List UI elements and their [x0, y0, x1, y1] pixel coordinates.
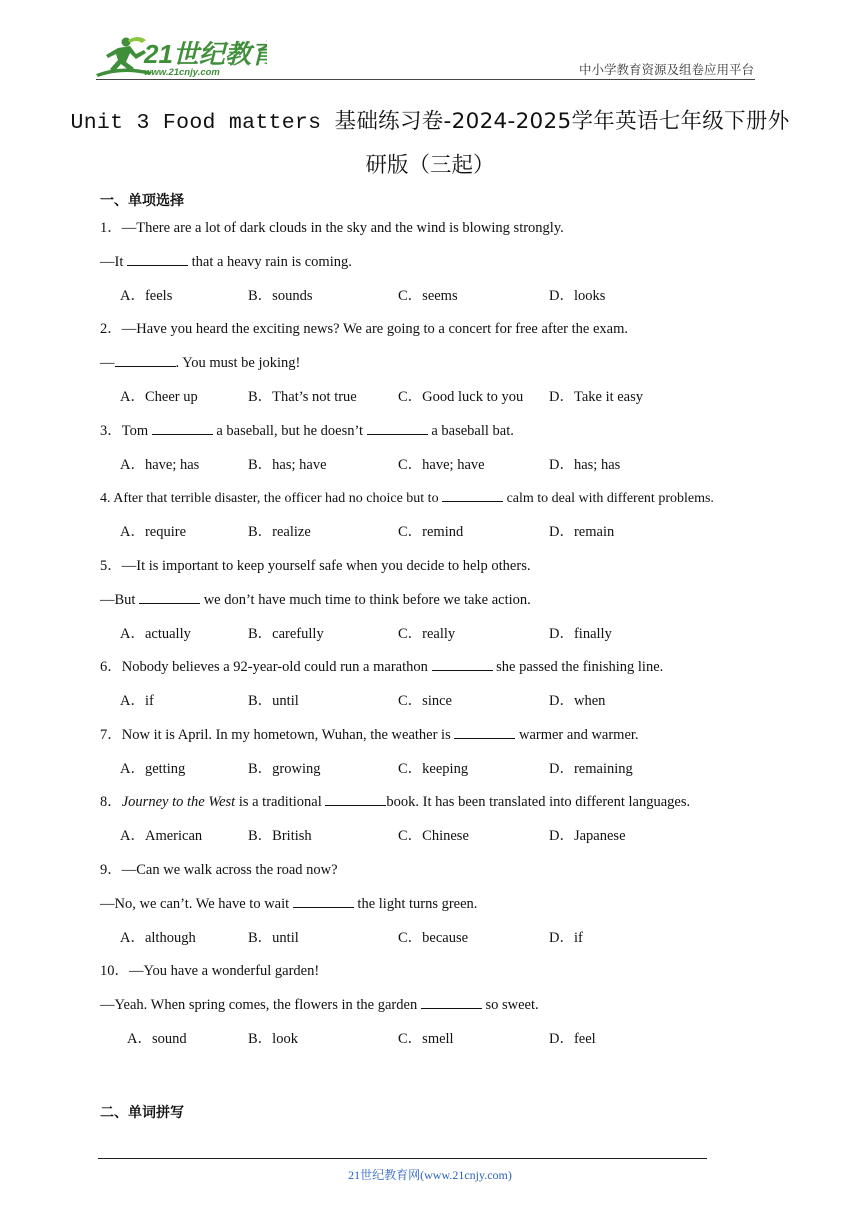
- q3-blank-1[interactable]: [152, 422, 213, 435]
- q7-stem-a: Now it is April. In my hometown, Wuhan, the weather is: [121, 727, 455, 743]
- q5-stem-text: —It is important to keep yourself safe when you decide to help others.: [121, 558, 531, 574]
- q10-stem: [100, 962, 319, 980]
- q1-option-c[interactable]: C．seems: [398, 288, 458, 304]
- q2-option-d[interactable]: D．Take it easy: [549, 389, 644, 405]
- q9-blank[interactable]: [293, 895, 354, 908]
- q1-option-a[interactable]: A．feels: [120, 288, 173, 304]
- footer-divider: [98, 1158, 707, 1159]
- q9-option-d[interactable]: D．if: [549, 930, 583, 946]
- q6-stem-a: Nobody believes a 92-year-old could run a marathon: [121, 659, 432, 675]
- q7-number: 7．: [100, 727, 122, 743]
- q4-option-a[interactable]: A．require: [120, 524, 187, 540]
- q4-option-b[interactable]: B．realize: [248, 524, 311, 540]
- q4-stem-a: After that terrible disaster, the officer had no choice but to: [110, 491, 443, 506]
- q5-blank[interactable]: [139, 591, 200, 604]
- q2-blank[interactable]: [115, 354, 176, 367]
- q4-option-d[interactable]: D．remain: [549, 524, 615, 540]
- platform-name: 中小学教育资源及组卷应用平台: [578, 62, 754, 77]
- q9-number: 9．: [100, 862, 122, 878]
- q2-stem-text: —Have you heard the exciting news? We are going to a concert for free after the exam.: [121, 321, 628, 337]
- q10-blank[interactable]: [421, 996, 482, 1009]
- q4-blank[interactable]: [442, 489, 503, 502]
- q3-stem: [100, 422, 514, 440]
- q7-stem-b: warmer and warmer.: [515, 727, 639, 743]
- q6-option-a[interactable]: A．if: [120, 693, 154, 709]
- q7-stem: [100, 726, 639, 744]
- q2-stem: [100, 320, 628, 338]
- q8-stem-b: book. It has been translated into different languages.: [386, 794, 691, 810]
- q8-option-d[interactable]: D．Japanese: [549, 828, 626, 844]
- q10-option-a[interactable]: A．sound: [127, 1031, 187, 1047]
- q5-option-d[interactable]: D．finally: [549, 626, 612, 642]
- q9-option-a[interactable]: A．although: [120, 930, 196, 946]
- q6-number: 6．: [100, 659, 122, 675]
- q6-option-d[interactable]: D．when: [549, 693, 606, 709]
- q9-reply: [100, 895, 477, 913]
- q9-reply-post: the light turns green.: [353, 896, 478, 912]
- q7-option-d[interactable]: D．remaining: [549, 761, 633, 777]
- q4-stem: [100, 489, 714, 508]
- section-heading-choice: 一、单项选择: [100, 193, 184, 209]
- q3-blank-2[interactable]: [367, 422, 428, 435]
- q8-book-title: Journey to the West: [121, 794, 236, 810]
- q10-reply: [100, 996, 539, 1014]
- q9-stem-text: —Can we walk across the road now?: [121, 862, 338, 878]
- q10-option-c[interactable]: C．smell: [398, 1031, 454, 1047]
- q8-option-c[interactable]: C．Chinese: [398, 828, 469, 844]
- q8-option-b[interactable]: B．British: [248, 828, 312, 844]
- q9-stem: [100, 861, 338, 879]
- q5-reply: [100, 591, 531, 609]
- q1-option-b[interactable]: B．sounds: [248, 288, 313, 304]
- q9-option-b[interactable]: B．until: [248, 930, 299, 946]
- footer-link[interactable]: 21世纪教育网(www.21cnjy.com): [348, 1168, 512, 1182]
- site-logo: [92, 34, 267, 82]
- q8-blank[interactable]: [325, 793, 386, 806]
- q9-option-c[interactable]: C．because: [398, 930, 469, 946]
- q2-option-b[interactable]: B．That’s not true: [248, 389, 357, 405]
- q1-reply-post: that a heavy rain is coming.: [187, 254, 352, 270]
- q2-reply-pre: —: [100, 355, 115, 371]
- title-latin: Unit 3 Food matters: [70, 111, 335, 135]
- q6-option-b[interactable]: B．until: [248, 693, 299, 709]
- q3-option-b[interactable]: B．has; have: [248, 457, 327, 473]
- header-divider: [96, 79, 755, 80]
- q3-option-c[interactable]: C．have; have: [398, 457, 485, 473]
- q1-number: 1．: [100, 220, 122, 236]
- logo-mark-text: 21世纪教育: [144, 39, 267, 69]
- q7-option-c[interactable]: C．keeping: [398, 761, 469, 777]
- q7-option-a[interactable]: A．getting: [120, 761, 186, 777]
- q1-stem: [100, 219, 564, 237]
- q10-stem-text: —You have a wonderful garden!: [129, 963, 320, 979]
- q6-option-c[interactable]: C．since: [398, 693, 452, 709]
- q2-option-c[interactable]: C．Good luck to you: [398, 389, 524, 405]
- q6-stem: [100, 658, 663, 676]
- q3-number: 3．: [100, 423, 122, 439]
- title-cjk: 基础练习卷-2024-2025学年英语七年级下册外: [334, 109, 790, 134]
- q6-stem-b: she passed the finishing line.: [492, 659, 664, 675]
- page-title-line1: [0, 107, 860, 137]
- q8-stem-a: is a traditional: [235, 794, 326, 810]
- q5-option-b[interactable]: B．carefully: [248, 626, 324, 642]
- q9-reply-pre: —No, we can’t. We have to wait: [100, 896, 293, 912]
- q7-option-b[interactable]: B．growing: [248, 761, 321, 777]
- logo-url-text: www.21cnjy.com: [144, 67, 220, 78]
- q3-option-a[interactable]: A．have; has: [120, 457, 200, 473]
- q2-option-a[interactable]: A．Cheer up: [120, 389, 198, 405]
- q5-option-c[interactable]: C．really: [398, 626, 456, 642]
- page-title-line2: 研版（三起）: [365, 153, 495, 178]
- runner-logo-icon: [92, 34, 267, 82]
- q1-option-d[interactable]: D．looks: [549, 288, 606, 304]
- q1-stem-text: —There are a lot of dark clouds in the sky and the wind is blowing strongly.: [121, 220, 564, 236]
- q2-number: 2．: [100, 321, 122, 337]
- q3-stem-b: a baseball, but he doesn’t: [212, 423, 367, 439]
- q4-stem-b: calm to deal with different problems.: [503, 491, 714, 506]
- q3-stem-a: Tom: [121, 423, 152, 439]
- q10-number: 10．: [100, 963, 129, 979]
- q3-option-d[interactable]: D．has; has: [549, 457, 621, 473]
- q4-option-c[interactable]: C．remind: [398, 524, 464, 540]
- q8-number: 8．: [100, 794, 122, 810]
- section-heading-spelling: 二、单词拼写: [100, 1105, 184, 1121]
- q5-reply-pre: —But: [100, 592, 140, 608]
- q6-blank[interactable]: [432, 658, 493, 671]
- q8-stem: [100, 793, 690, 811]
- q1-reply: [100, 253, 352, 271]
- q5-reply-post: we don’t have much time to think before we take action.: [200, 592, 531, 608]
- q2-reply-post: . You must be joking!: [175, 355, 301, 371]
- q10-option-b[interactable]: B．look: [248, 1031, 298, 1047]
- q8-option-a[interactable]: A．American: [120, 828, 203, 844]
- q10-option-d[interactable]: D．feel: [549, 1031, 596, 1047]
- q7-blank[interactable]: [454, 726, 515, 739]
- q1-reply-pre: —It: [100, 254, 127, 270]
- q5-option-a[interactable]: A．actually: [120, 626, 191, 642]
- q4-number: 4.: [100, 491, 111, 506]
- q2-reply: [100, 354, 300, 372]
- q1-blank[interactable]: [127, 253, 188, 266]
- q5-stem: [100, 557, 530, 575]
- q10-reply-pre: —Yeah. When spring comes, the flowers in the garden: [100, 997, 421, 1013]
- q3-stem-c: a baseball bat.: [427, 423, 514, 439]
- q5-number: 5．: [100, 558, 122, 574]
- q10-reply-post: so sweet.: [481, 997, 539, 1013]
